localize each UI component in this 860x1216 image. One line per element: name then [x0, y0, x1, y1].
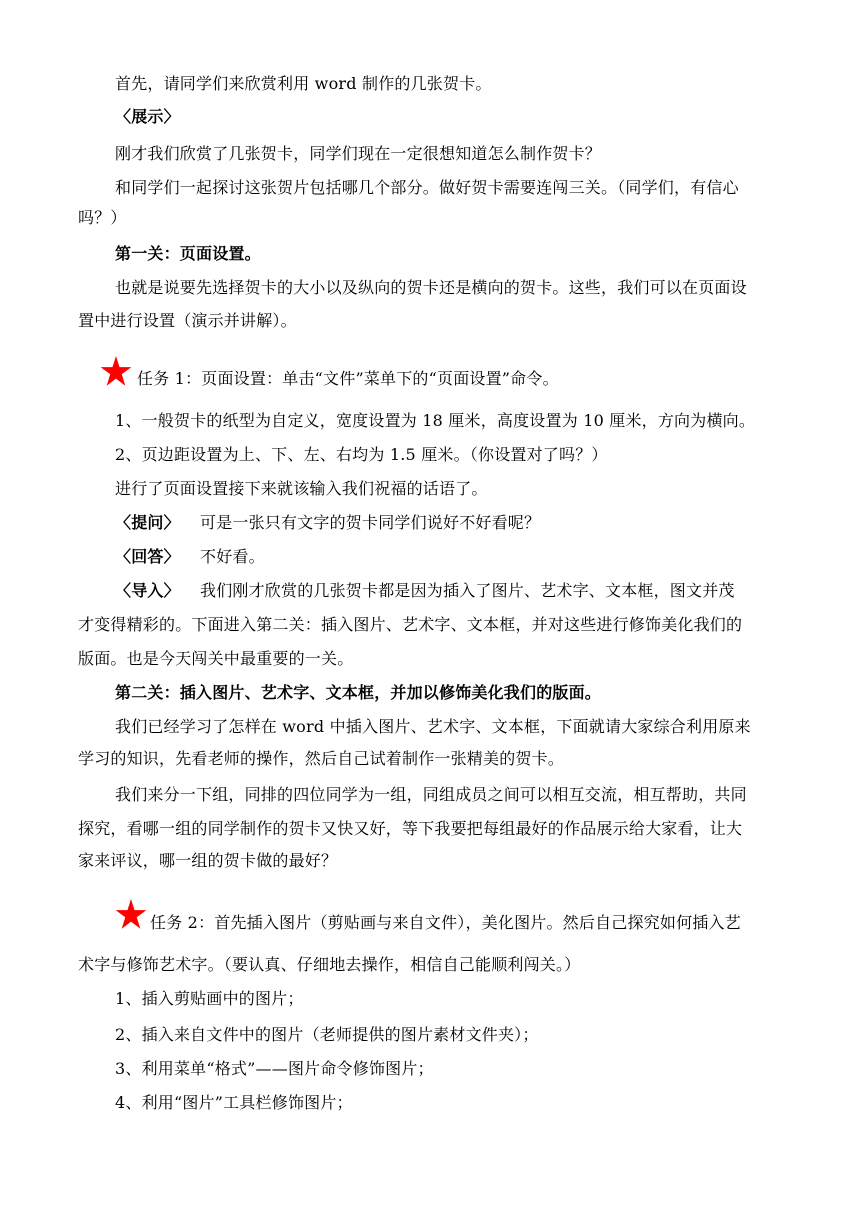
label-ask: 〈提问〉 — [115, 513, 180, 532]
label-answer: 〈回答〉 — [115, 547, 180, 566]
task2-step1: 1、插入剪贴画中的图片； — [115, 989, 304, 1008]
label-intro: 〈导入〉 — [115, 581, 180, 600]
task1-step1: 1、一般贺卡的纸型为自定义，宽度设置为 18 厘米，高度设置为 10 厘米，方向为横向。 — [115, 411, 756, 430]
task1-title: 任务 1：页面设置：单击“文件”菜单下的“页面设置”命令。 — [137, 369, 559, 388]
red-star-icon — [115, 898, 147, 930]
task2-title-line2: 术字与修饰艺术字。（要认真、仔细地去操作，相信自己能顺利闯关。） — [78, 955, 581, 974]
paragraph-intro: 首先，请同学们来欣赏利用 word 制作的几张贺卡。 — [115, 74, 492, 93]
task1-step2: 2、页边距设置为上、下、左、右均为 1.5 厘米。（你设置对了吗？） — [115, 445, 608, 464]
intro-text-line2: 才变得精彩的。下面进入第二关：插入图片、艺术字、文本框，并对这些进行修饰美化我们的 — [78, 615, 743, 634]
paragraph-group-line1: 我们来分一下组，同排的四位同学为一组，同组成员之间可以相互交流，相互帮助，共同 — [115, 785, 747, 804]
paragraph-explore-line1: 和同学们一起探讨这张贺片包括哪几个部分。做好贺卡需要连闯三关。（同学们，有信心 — [115, 178, 739, 197]
paragraph-learned-line1: 我们已经学习了怎样在 word 中插入图片、艺术字、文本框，下面就请大家综合利用原来 — [115, 717, 751, 736]
answer-text: 不好看。 — [200, 547, 265, 566]
paragraph-question: 刚才我们欣赏了几张贺卡，同学们现在一定很想知道怎么制作贺卡？ — [115, 144, 602, 163]
heading-level1: 第一关：页面设置。 — [115, 244, 261, 263]
task2-step2: 2、插入来自文件中的图片（老师提供的图片素材文件夹）； — [115, 1025, 539, 1044]
task2-step4: 4、利用“图片”工具栏修饰图片； — [115, 1093, 353, 1112]
paragraph-group-line3: 家来评议，哪一组的贺卡做的最好？ — [78, 851, 338, 870]
paragraph-next: 进行了页面设置接下来就该输入我们祝福的话语了。 — [115, 479, 488, 498]
red-star-icon — [100, 355, 132, 387]
intro-text-line1: 我们刚才欣赏的几张贺卡都是因为插入了图片、艺术字、文本框，图文并茂 — [200, 581, 735, 600]
paragraph-pagesetup-line2: 置中进行设置（演示并讲解）。 — [78, 311, 297, 330]
paragraph-explore-line2: 吗？） — [78, 208, 127, 227]
intro-text-line3: 版面。也是今天闯关中最重要的一关。 — [78, 649, 354, 668]
heading-level2: 第二关：插入图片、艺术字、文本框，并加以修饰美化我们的版面。 — [115, 683, 602, 702]
ask-text: 可是一张只有文字的贺卡同学们说好不好看呢？ — [200, 513, 541, 532]
paragraph-learned-line2: 学习的知识，先看老师的操作，然后自己试着制作一张精美的贺卡。 — [78, 749, 565, 768]
paragraph-pagesetup-line1: 也就是说要先选择贺卡的大小以及纵向的贺卡还是横向的贺卡。这些，我们可以在页面设 — [115, 278, 747, 297]
paragraph-group-line2: 探究，看哪一组的同学制作的贺卡又快又好，等下我要把每组最好的作品展示给大家看，让大 — [78, 819, 743, 838]
task2-title-line1: 任务 2：首先插入图片（剪贴画与来自文件），美化图片。然后自己探究如何插入艺 — [150, 913, 741, 932]
label-show: 〈展示〉 — [115, 107, 180, 126]
task2-step3: 3、利用菜单“格式”——图片命令修饰图片； — [115, 1059, 434, 1078]
